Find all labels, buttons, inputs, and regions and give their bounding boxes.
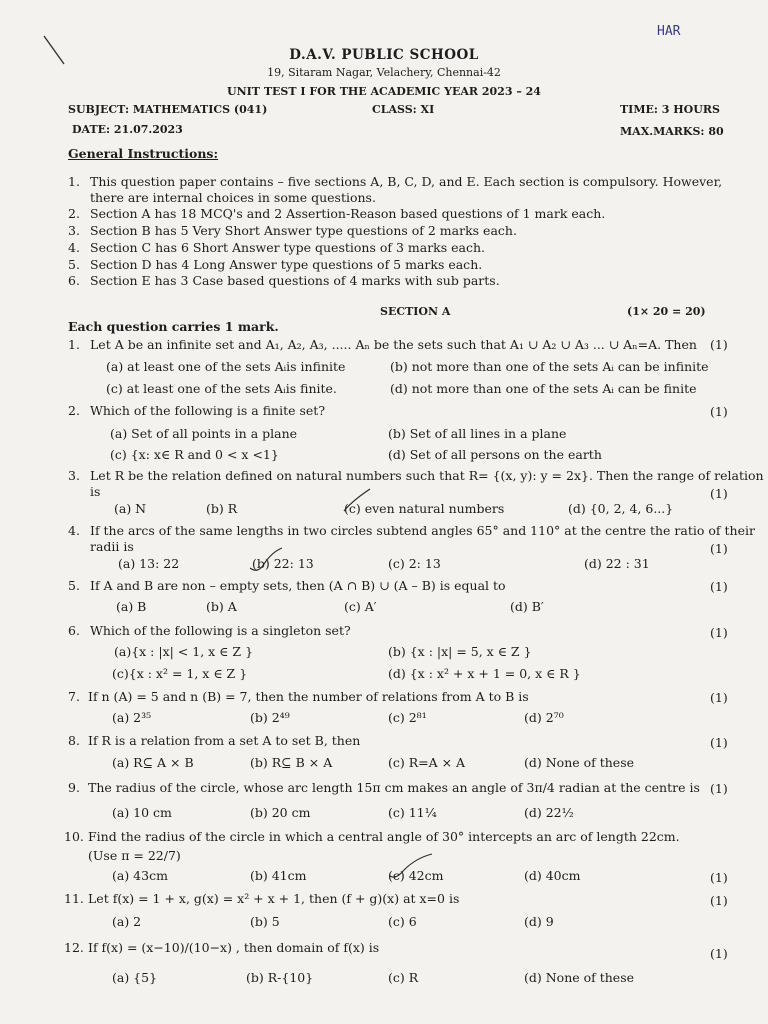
option-c: (c) A′ <box>344 599 377 614</box>
question-number: 11. <box>64 891 84 906</box>
instruction-text: Section C has 6 Short Answer type questions of 3 marks each. <box>90 240 486 255</box>
question-text: Let A be an infinite set and A₁, A₂, A₃, ..... Aₙ be the sets such that A₁ ∪ A₂ ∪ A₃ ... ∪ Aₙ=A. Then <box>90 337 697 352</box>
question-text-cont: is <box>90 484 101 499</box>
option-c: (c) R <box>388 970 419 985</box>
instruction-number: 5. <box>68 257 80 272</box>
option-c: (c){x : x² = 1, x ∈ Z } <box>112 666 248 681</box>
instruction-number: 4. <box>68 240 80 255</box>
option-d: (d) 2⁷⁰ <box>524 710 564 725</box>
option-a: (a) at least one of the sets Aᵢis infinite <box>106 359 346 374</box>
option-d: (d) 22½ <box>524 805 574 820</box>
instruction-number: 3. <box>68 223 80 238</box>
school-address: 19, Sitaram Nagar, Velachery, Chennai-42 <box>267 66 501 79</box>
question-text-cont: radii is <box>90 539 134 554</box>
option-d: (d) 22 : 31 <box>584 556 650 571</box>
instruction-text: Section E has 3 Case based questions of 4 marks with sub parts. <box>90 273 500 288</box>
school-name: D.A.V. PUBLIC SCHOOL <box>289 47 479 63</box>
question-number: 12. <box>64 940 84 955</box>
option-b: (b) R <box>206 501 238 516</box>
option-a: (a) Set of all points in a plane <box>110 426 298 441</box>
option-d: (d) 40cm <box>524 868 581 883</box>
subject-label: SUBJECT: MATHEMATICS (041) <box>68 103 268 116</box>
question-text: If f(x) = (x−10)/(10−x) , then domain of f(x) is <box>88 940 380 955</box>
option-b: (b) 5 <box>250 914 280 929</box>
question-mark: (1) <box>710 337 728 352</box>
option-b: (b) A <box>206 599 237 614</box>
section-title: SECTION A <box>380 305 451 318</box>
option-a: (a) R⊆ A × B <box>112 755 194 770</box>
option-c: (c) {x: x∈ R and 0 < x <1} <box>110 447 279 462</box>
question-mark: (1) <box>710 735 728 750</box>
question-text: If R is a relation from a set A to set B, then <box>88 733 361 748</box>
tick-mark-icon <box>386 852 436 882</box>
tick-mark-icon <box>246 544 286 576</box>
option-b: (b) 41cm <box>250 868 307 883</box>
question-text: Which of the following is a singleton set? <box>90 623 351 638</box>
instruction-number: 6. <box>68 273 80 288</box>
option-b: (b) R-{10} <box>246 970 314 985</box>
question-text: If n (A) = 5 and n (B) = 7, then the number of relations from A to B is <box>88 689 529 704</box>
option-c: (c) 2⁸¹ <box>388 710 427 725</box>
question-text: Find the radius of the circle in which a central angle of 30° intercepts an arc of length 22cm. <box>88 829 680 844</box>
exam-title: UNIT TEST I FOR THE ACADEMIC YEAR 2023 – 24 <box>227 85 541 98</box>
question-mark: (1) <box>710 781 728 796</box>
option-c: (c) 2: 13 <box>388 556 441 571</box>
instruction-text: Section D has 4 Long Answer type questions of 5 marks each. <box>90 257 483 272</box>
handwritten-note: HAR <box>657 24 681 39</box>
instruction-text-cont: there are internal choices in some questions. <box>90 190 376 205</box>
section-marks: (1× 20 = 20) <box>627 305 706 318</box>
option-b: (b) Set of all lines in a plane <box>388 426 567 441</box>
question-mark: (1) <box>710 486 728 501</box>
question-mark: (1) <box>710 690 728 705</box>
option-b: (b) R⊆ B × A <box>250 755 333 770</box>
option-d: (d) 9 <box>524 914 554 929</box>
option-a: (a) 2 <box>112 914 142 929</box>
option-a: (a) 43cm <box>112 868 168 883</box>
option-d: (d) None of these <box>524 970 635 985</box>
option-d: (d) not more than one of the sets Aᵢ can be finite <box>390 381 697 396</box>
question-mark: (1) <box>710 404 728 419</box>
question-text: Let f(x) = 1 + x, g(x) = x² + x + 1, then (f + g)(x) at x=0 is <box>88 891 460 906</box>
question-number: 7. <box>68 689 80 704</box>
question-text: The radius of the circle, whose arc length 15π cm makes an angle of 3π/4 radian at the centre is <box>88 780 700 795</box>
question-mark: (1) <box>710 579 728 594</box>
question-mark: (1) <box>710 870 728 885</box>
option-c: (c) 11¼ <box>388 805 437 820</box>
option-a: (a) {5} <box>112 970 158 985</box>
option-d: (d) None of these <box>524 755 635 770</box>
option-a: (a) 13: 22 <box>118 556 180 571</box>
instruction-text: Section A has 18 MCQ's and 2 Assertion-Reason based questions of 1 mark each. <box>90 206 606 221</box>
option-b: (b) 22: 13 <box>252 556 314 571</box>
option-c: (c) R=A × A <box>388 755 466 770</box>
instruction-number: 1. <box>68 174 80 189</box>
question-text-cont: (Use π = 22/7) <box>88 848 181 863</box>
question-number: 10. <box>64 829 84 844</box>
option-a: (a){x : |x| < 1, x ∈ Z } <box>114 644 254 659</box>
option-a: (a) 10 cm <box>112 805 172 820</box>
option-a: (a) N <box>114 501 147 516</box>
question-text: If the arcs of the same lengths in two circles subtend angles 65° and 110° at the centre the ratio of their <box>90 523 755 538</box>
max-marks-label: MAX.MARKS: 80 <box>620 125 724 138</box>
question-number: 5. <box>68 578 80 593</box>
option-b: (b) 20 cm <box>250 805 311 820</box>
question-number: 1. <box>68 337 80 352</box>
section-note: Each question carries 1 mark. <box>68 319 279 334</box>
option-b: (b) 2⁴⁹ <box>250 710 290 725</box>
instruction-number: 2. <box>68 206 80 221</box>
date-label: DATE: 21.07.2023 <box>72 123 183 136</box>
option-d: (d) B′ <box>510 599 544 614</box>
option-c: (c) 42cm <box>388 868 444 883</box>
tick-mark-icon <box>340 487 374 517</box>
instruction-text: This question paper contains – five sections A, B, C, D, and E. Each section is compulsory. However, <box>90 174 723 189</box>
question-number: 3. <box>68 468 80 483</box>
option-c: (c) 6 <box>388 914 417 929</box>
option-b: (b) not more than one of the sets Aᵢ can be infinite <box>390 359 709 374</box>
time-label: TIME: 3 HOURS <box>620 103 720 116</box>
option-a: (a) B <box>116 599 147 614</box>
option-d: (d) {x : x² + x + 1 = 0, x ∈ R } <box>388 666 581 681</box>
question-number: 4. <box>68 523 80 538</box>
question-number: 6. <box>68 623 80 638</box>
option-a: (a) 2³⁵ <box>112 710 152 725</box>
question-text: If A and B are non – empty sets, then (A ∩ B) ∪ (A – B) is equal to <box>90 578 506 593</box>
question-number: 9. <box>68 780 80 795</box>
question-number: 8. <box>68 733 80 748</box>
instruction-text: Section B has 5 Very Short Answer type questions of 2 marks each. <box>90 223 517 238</box>
option-b: (b) {x : |x| = 5, x ∈ Z } <box>388 644 532 659</box>
option-d: (d) {0, 2, 4, 6...} <box>568 501 674 516</box>
option-c: (c) at least one of the sets Aᵢis finite. <box>106 381 337 396</box>
instructions-title: General Instructions: <box>68 146 219 161</box>
option-d: (d) Set of all persons on the earth <box>388 447 602 462</box>
question-mark: (1) <box>710 541 728 556</box>
class-label: CLASS: XI <box>372 103 435 116</box>
question-mark: (1) <box>710 625 728 640</box>
question-mark: (1) <box>710 946 728 961</box>
question-mark: (1) <box>710 893 728 908</box>
option-c: (c) even natural numbers <box>344 501 505 516</box>
question-text: Let R be the relation defined on natural numbers such that R= {(x, y): y = 2x}. Then the range of relation <box>90 468 764 483</box>
question-text: Which of the following is a finite set? <box>90 403 326 418</box>
question-number: 2. <box>68 403 80 418</box>
